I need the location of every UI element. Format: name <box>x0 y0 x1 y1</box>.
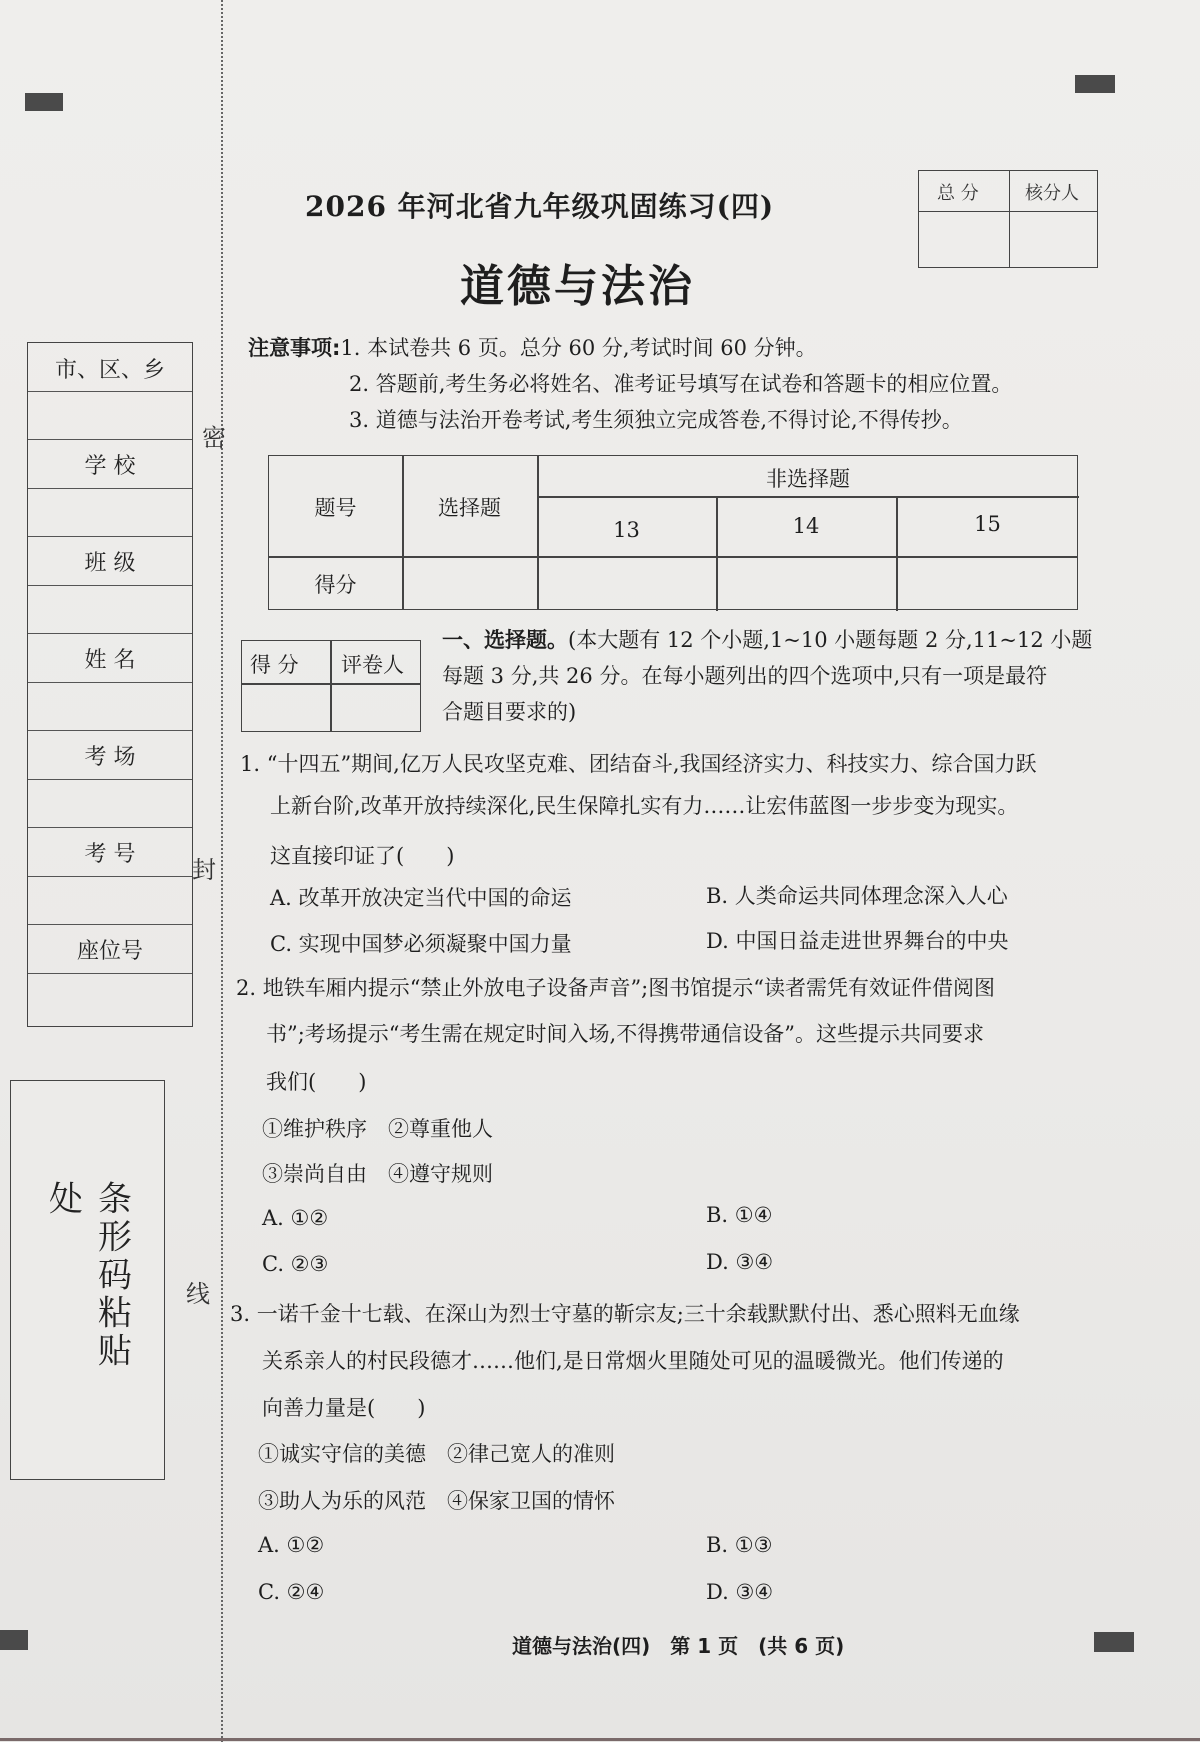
field-label-exam-room: 考 场 <box>84 745 136 770</box>
info-divider <box>28 439 192 440</box>
section-score-table <box>268 455 1078 610</box>
student-info-panel <box>27 342 193 1027</box>
field-label-name: 姓 名 <box>84 648 136 673</box>
info-divider <box>28 973 192 974</box>
question-2-stem: 我们( ) <box>266 1070 367 1094</box>
question-2-option-a: A. ①② <box>262 1206 329 1230</box>
instructions-lead: 注意事项: <box>248 336 341 360</box>
question-2-statements: ③崇尚自由 ④遵守规则 <box>262 1162 493 1186</box>
question-2-stem: 2. 地铁车厢内提示“禁止外放电子设备声音”;图书馆提示“读者需凭有效证件借阅图 <box>236 976 995 1000</box>
instruction-item: 1. 本试卷共 6 页。总分 60 分,考试时间 60 分钟。 <box>340 336 817 360</box>
section-desc: 合题目要求的) <box>442 700 577 724</box>
info-divider <box>28 585 192 586</box>
question-number-header: 题号 <box>314 496 357 520</box>
info-divider <box>28 488 192 489</box>
table-divider <box>919 211 1097 212</box>
question-13-header: 13 <box>613 518 640 542</box>
barcode-area <box>10 1080 165 1480</box>
info-divider <box>28 876 192 877</box>
instruction-item: 2. 答题前,考生务必将姓名、准考证号填写在试卷和答题卡的相应位置。 <box>349 372 1013 396</box>
info-divider <box>28 682 192 683</box>
field-label-class: 班 级 <box>84 551 136 576</box>
field-label-school: 学 校 <box>84 454 136 479</box>
table-divider <box>242 683 420 685</box>
registration-mark-top-left <box>25 93 63 111</box>
table-divider <box>537 496 1079 498</box>
field-label-exam-number: 考 号 <box>84 842 136 867</box>
page-footer: 道德与法治(四) 第 1 页 (共 6 页) <box>512 1634 845 1658</box>
instruction-item: 3. 道德与法治开卷考试,考生须独立完成答卷,不得讨论,不得传抄。 <box>349 408 963 432</box>
seal-mark-mi: 密 <box>202 424 226 452</box>
question-3-stem: 关系亲人的村民段德才……他们,是日常烟火里随处可见的温暖微光。他们传递的 <box>262 1349 1004 1373</box>
question-2-option-d: D. ③④ <box>706 1250 774 1274</box>
subject-title: 道德与法治 <box>460 261 695 312</box>
section-desc: (本大题有 12 个小题,1~10 小题每题 2 分,11~12 小题 <box>568 628 1093 652</box>
field-label-district: 市、区、乡 <box>54 358 165 383</box>
total-score-table <box>918 170 1098 268</box>
question-1-option-b: B. 人类命运共同体理念深入人心 <box>706 884 1008 908</box>
info-divider <box>28 633 192 634</box>
exam-title: 2026 年河北省九年级巩固练习(四) <box>305 190 775 223</box>
page-bottom-edge <box>0 1738 1200 1741</box>
info-divider <box>28 924 192 925</box>
question-1-stem: 1. “十四五”期间,亿万人民攻坚克难、团结奋斗,我国经济实力、科技实力、综合国力跃 <box>240 752 1037 776</box>
question-1-option-d: D. 中国日益走进世界舞台的中央 <box>706 929 1009 953</box>
grader-score-label: 得 分 <box>250 653 299 677</box>
question-15-header: 15 <box>974 512 1001 536</box>
question-1-stem: 这直接印证了( ) <box>270 844 455 868</box>
table-divider <box>330 641 332 731</box>
exam-instructions <box>248 330 1012 438</box>
grader-name-label: 评卷人 <box>341 653 404 677</box>
registration-mark-bottom-left <box>0 1630 28 1650</box>
instruction-line <box>248 330 1012 366</box>
total-score-label: 总 分 <box>937 183 979 204</box>
info-divider <box>28 779 192 780</box>
section-heading-line <box>442 622 1112 658</box>
section-desc: 每题 3 分,共 26 分。在每小题列出的四个选项中,只有一项是最符 <box>442 664 1048 688</box>
seal-mark-xian: 线 <box>186 1280 210 1308</box>
table-divider <box>1009 171 1010 267</box>
field-label-seat-number: 座位号 <box>76 939 143 964</box>
section-one-title: 一、选择题。 <box>442 628 568 652</box>
question-2-stem: 书”;考场提示“考生需在规定时间入场,不得携带通信设备”。这些提示共同要求 <box>266 1022 984 1046</box>
question-3-option-a: A. ①② <box>258 1533 325 1557</box>
info-divider <box>28 536 192 537</box>
registration-mark-bottom-right <box>1094 1632 1134 1652</box>
grader-box <box>241 640 421 732</box>
seal-dotted-line <box>221 0 223 1742</box>
question-2-option-c: C. ②③ <box>262 1252 329 1276</box>
barcode-label: 条形码粘贴处 <box>42 1180 132 1371</box>
info-divider <box>28 730 192 731</box>
registration-mark-top-right <box>1075 75 1115 93</box>
question-3-stem: 3. 一诺千金十七载、在深山为烈士守墓的靳宗友;三十余载默默付出、悉心照料无血缘 <box>230 1302 1020 1326</box>
question-2-option-b: B. ①④ <box>706 1203 773 1227</box>
question-3-option-b: B. ①③ <box>706 1533 773 1557</box>
table-divider <box>402 456 404 609</box>
info-divider <box>28 827 192 828</box>
info-divider <box>28 391 192 392</box>
section-one-heading <box>442 622 1112 730</box>
checker-label: 核分人 <box>1025 183 1079 204</box>
table-divider <box>269 556 1077 558</box>
question-3-stem: 向善力量是( ) <box>262 1396 426 1420</box>
choice-header: 选择题 <box>438 496 501 520</box>
question-1-option-a: A. 改革开放决定当代中国的命运 <box>270 886 572 910</box>
question-3-option-c: C. ②④ <box>258 1580 325 1604</box>
question-3-statements: ③助人为乐的风范 ④保家卫国的情怀 <box>258 1489 615 1513</box>
question-14-header: 14 <box>792 514 820 538</box>
seal-mark-feng: 封 <box>192 856 216 884</box>
question-3-statements: ①诚实守信的美德 ②律己宽人的准则 <box>258 1442 615 1466</box>
non-choice-header: 非选择题 <box>766 467 850 491</box>
question-3-option-d: D. ③④ <box>706 1580 774 1604</box>
score-row-label: 得分 <box>314 573 357 597</box>
question-1-stem: 上新台阶,改革开放持续深化,民生保障扎实有力……让宏伟蓝图一步步变为现实。 <box>270 794 1019 818</box>
question-2-statements: ①维护秩序 ②尊重他人 <box>262 1117 493 1141</box>
question-1-option-c: C. 实现中国梦必须凝聚中国力量 <box>270 932 572 956</box>
